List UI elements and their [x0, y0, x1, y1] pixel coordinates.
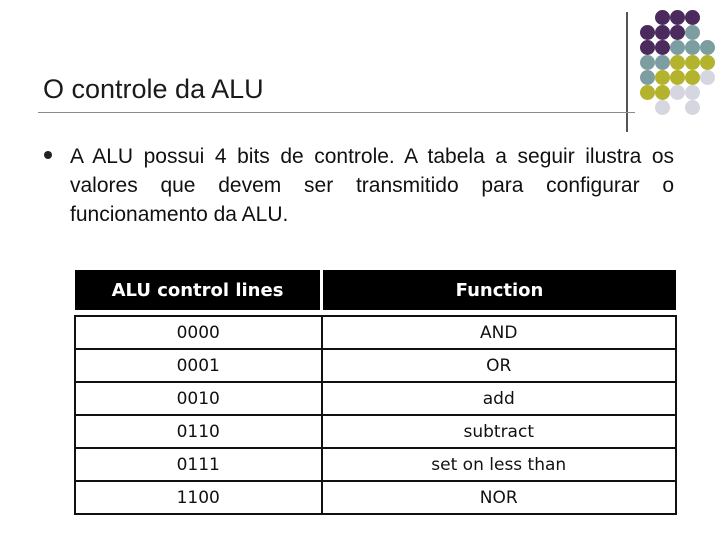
bullet-icon — [44, 151, 52, 159]
header-function: Function — [322, 270, 677, 310]
function-cell: NOR — [322, 481, 677, 514]
decorative-dot — [685, 25, 700, 40]
decorative-dot — [640, 55, 655, 70]
decorative-dot — [655, 10, 670, 25]
control-bits-cell: 0111 — [75, 448, 322, 481]
decorative-dot — [640, 25, 655, 40]
decorative-dot — [655, 25, 670, 40]
decorative-dot — [685, 100, 700, 115]
decorative-dot — [655, 40, 670, 55]
decorative-dot — [640, 70, 655, 85]
decorative-dot — [685, 55, 700, 70]
decorative-dot — [655, 55, 670, 70]
decorative-dot — [655, 100, 670, 115]
decorative-dot — [640, 40, 655, 55]
decorative-dot — [670, 25, 685, 40]
function-cell: set on less than — [322, 448, 677, 481]
decorative-dot — [700, 70, 715, 85]
vertical-rule — [626, 12, 628, 132]
table-row — [75, 349, 676, 382]
decorative-dot — [670, 70, 685, 85]
decorative-dot — [655, 85, 670, 100]
function-cell: add — [322, 382, 677, 415]
function-cell: OR — [322, 349, 677, 382]
function-cell: subtract — [322, 415, 677, 448]
table-row — [75, 316, 676, 349]
control-bits-cell: 0001 — [75, 349, 322, 382]
table-row — [75, 382, 676, 415]
table-row — [75, 481, 676, 514]
decorative-dot — [670, 10, 685, 25]
alu-control-table — [74, 270, 677, 515]
control-bits-cell: 0000 — [75, 316, 322, 349]
decorative-dot — [685, 70, 700, 85]
bullet-text: A ALU possui 4 bits de controle. A tabela a seguir ilustra os valores que devem ser transmitido para configurar o funcionamento da ALU. — [70, 145, 674, 226]
decorative-dot — [700, 40, 715, 55]
control-bits-cell: 0110 — [75, 415, 322, 448]
table-row — [75, 415, 676, 448]
decorative-dot — [670, 40, 685, 55]
decorative-dot — [685, 40, 700, 55]
decorative-dot — [640, 85, 655, 100]
slide-title: O controle da ALU — [43, 74, 264, 104]
decorative-dot — [655, 70, 670, 85]
function-cell: AND — [322, 316, 677, 349]
table-header-row — [75, 270, 676, 310]
control-bits-cell: 0010 — [75, 382, 322, 415]
table-row — [75, 448, 676, 481]
decorative-dot — [685, 10, 700, 25]
decorative-dot — [670, 55, 685, 70]
decorative-dot — [670, 85, 685, 100]
decorative-dot — [700, 55, 715, 70]
decorative-dot — [685, 85, 700, 100]
header-alu-control-lines: ALU control lines — [75, 270, 322, 310]
title-divider — [38, 112, 635, 113]
control-bits-cell: 1100 — [75, 481, 322, 514]
